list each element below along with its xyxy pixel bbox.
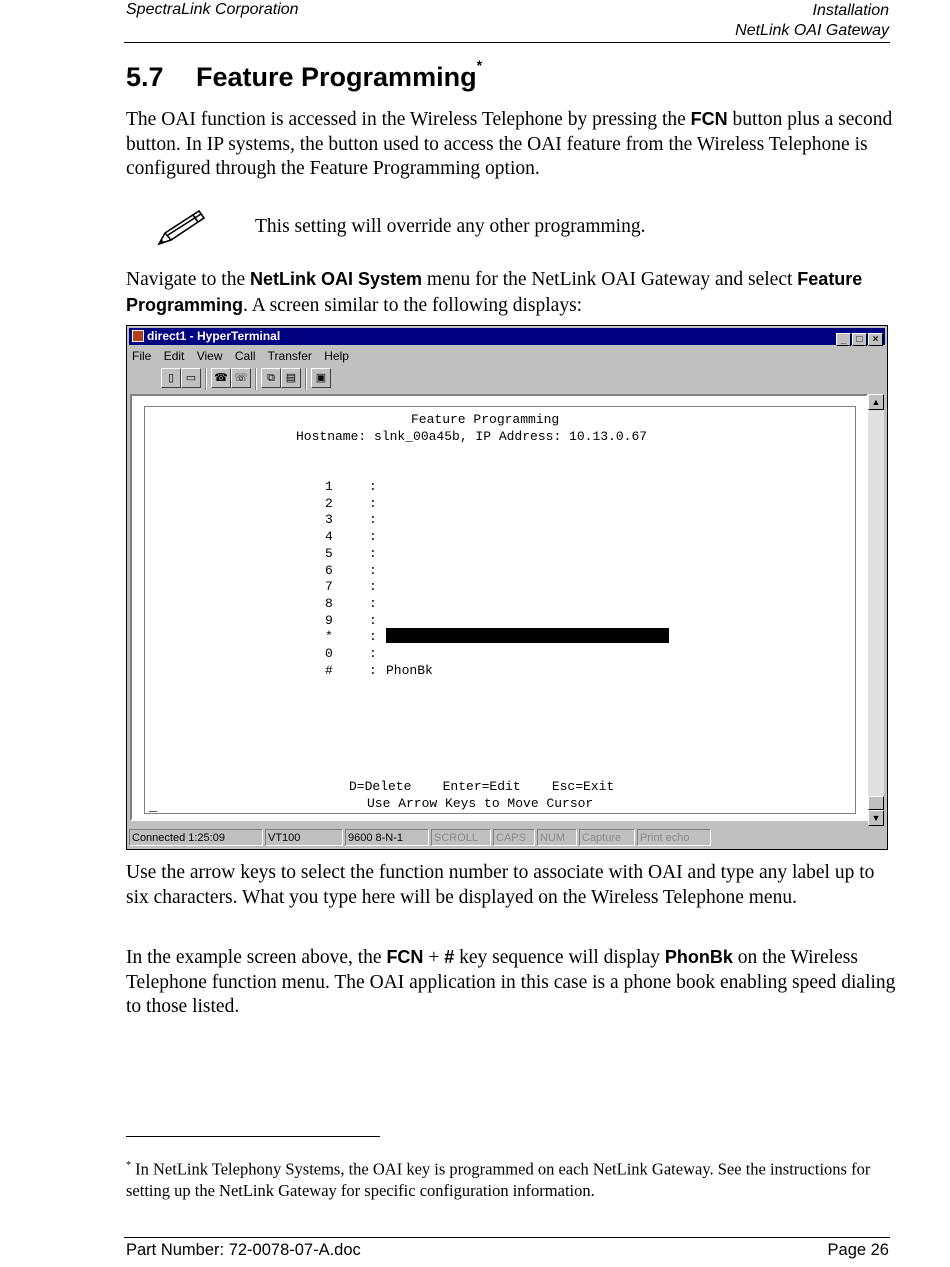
status-scroll: SCROLL	[431, 829, 491, 846]
explanation-paragraph: Use the arrow keys to select the function number to associate with OAI and type any label up to six characters. What you type here will be displayed on the Wireless Telephone menu.	[126, 862, 875, 908]
menu-transfer[interactable]: Transfer	[267, 349, 312, 363]
intro-text-2: button plus a second button. In IP systems, the button used to access the OAI feature from the Wireless Telephone is configured through the Feature Programming option.	[126, 109, 893, 179]
scroll-thumb[interactable]	[868, 796, 884, 810]
feature-key: 8	[325, 595, 333, 611]
footnote-mark: *	[126, 1160, 131, 1171]
nav-text-1: Navigate to the	[126, 269, 250, 290]
example-paragraph	[126, 945, 896, 1020]
footnote-rule	[126, 1136, 380, 1137]
terminal-hint-line: Use Arrow Keys to Move Cursor	[367, 796, 594, 811]
feature-key-separator: :	[369, 495, 377, 511]
window-title: direct1 - HyperTerminal	[147, 329, 281, 343]
feature-key-separator: :	[369, 562, 377, 578]
menu-help[interactable]: Help	[324, 349, 349, 363]
feature-key-separator: :	[369, 545, 377, 561]
terminal-command-line: D=Delete Enter=Edit Esc=Exit	[349, 779, 615, 794]
terminal-screen[interactable]	[144, 406, 856, 814]
header-company: SpectraLink Corporation	[126, 1, 299, 18]
nav-menu-bold: NetLink OAI System	[250, 269, 423, 289]
footer-rule	[124, 1237, 890, 1238]
terminal-cursor: _	[149, 799, 158, 815]
feature-key: 7	[325, 579, 333, 595]
feature-key: 6	[325, 562, 333, 578]
footnote	[126, 1155, 896, 1201]
example-text-4: on the Wireless Telephone function menu. The OAI application in this case is a phone book enabling speed dialing to those listed.	[126, 947, 896, 1017]
feature-key-separator: :	[369, 479, 377, 494]
feature-key-separator: :	[369, 595, 377, 611]
footer-part-number: Part Number: 72-0078-07-A.doc	[126, 1241, 361, 1259]
feature-key-separator: :	[369, 662, 377, 678]
status-print-echo: Print echo	[637, 829, 711, 846]
feature-key-separator: :	[369, 529, 377, 545]
status-port-settings: 9600 8-N-1	[345, 829, 429, 846]
vertical-scrollbar[interactable]	[868, 394, 884, 824]
feature-key-separator: :	[369, 646, 377, 661]
edit-cursor-highlight	[386, 628, 669, 643]
receive-icon[interactable]: ▤	[281, 368, 301, 388]
close-button[interactable]: ×	[868, 333, 883, 346]
open-icon[interactable]: ▭	[181, 368, 201, 388]
feature-key-label[interactable]: PhonBk	[386, 662, 433, 678]
toolbar-separator	[255, 368, 257, 390]
disconnect-icon[interactable]: ☏	[231, 368, 251, 388]
status-capture: Capture	[579, 829, 635, 846]
menu-view[interactable]: View	[196, 349, 223, 363]
nav-text-2: menu for the NetLink OAI Gateway and select	[422, 269, 798, 290]
nav-option-bold: Feature Programming	[126, 269, 863, 315]
scroll-up-button[interactable]: ▲	[868, 394, 884, 410]
terminal-title: Feature Programming	[411, 412, 560, 427]
hyperterminal-icon	[132, 330, 144, 342]
terminal-host-line: Hostname: slnk_00a45b, IP Address: 10.13.0.67	[296, 429, 648, 444]
status-emulation: VT100	[265, 829, 343, 846]
section-number: 5.7	[126, 62, 164, 92]
navigate-paragraph	[126, 267, 896, 318]
feature-key-separator: :	[369, 629, 377, 645]
feature-key-separator: :	[369, 579, 377, 595]
feature-key: 0	[325, 646, 333, 661]
minimize-button[interactable]: _	[836, 333, 851, 346]
connect-icon[interactable]: ☎	[211, 368, 231, 388]
status-bar	[129, 828, 885, 846]
footnote-text: In NetLink Telephony Systems, the OAI key is programmed on each NetLink Gateway. See the instructions for setting up the NetLink Gateway for specific configuration information.	[126, 1159, 871, 1200]
menu-call[interactable]: Call	[234, 349, 256, 363]
status-caps: CAPS	[493, 829, 535, 846]
section-title-text: Feature Programming	[196, 62, 477, 92]
header-rule	[124, 42, 890, 43]
feature-key: 4	[325, 529, 333, 545]
nav-text-3: . A screen similar to the following displays:	[243, 294, 583, 316]
feature-key: #	[325, 662, 333, 678]
pencil-icon	[155, 208, 207, 248]
toolbar-separator	[305, 368, 307, 390]
feature-key: *	[325, 629, 333, 645]
feature-key: 9	[325, 612, 333, 628]
intro-text-1: The OAI function is accessed in the Wireless Telephone by pressing the	[126, 109, 691, 130]
note-text: This setting will override any other programming.	[255, 216, 646, 237]
window-titlebar[interactable]	[129, 328, 885, 345]
feature-key: 2	[325, 495, 333, 511]
section-footnote-mark: *	[476, 57, 483, 73]
properties-icon[interactable]: ▣	[311, 368, 331, 388]
feature-key: 3	[325, 512, 333, 528]
header-product: NetLink OAI Gateway	[735, 22, 889, 39]
header-right	[735, 1, 889, 41]
example-fcn-bold: FCN	[386, 947, 424, 967]
feature-key: 1	[325, 479, 333, 494]
terminal-frame	[130, 394, 868, 821]
menu-edit[interactable]: Edit	[163, 349, 185, 363]
example-text-3: key sequence will display	[454, 947, 665, 968]
maximize-button[interactable]: □	[852, 333, 867, 346]
send-icon[interactable]: ⧉	[261, 368, 281, 388]
feature-key: 5	[325, 545, 333, 561]
footer-page-number: Page 26	[827, 1241, 889, 1259]
feature-key-separator: :	[369, 612, 377, 628]
header-chapter: Installation	[812, 2, 889, 19]
hyperterminal-window	[126, 325, 888, 850]
toolbar-separator	[205, 368, 207, 390]
menu-file[interactable]: File	[132, 349, 152, 363]
example-label-bold: PhonBk	[664, 947, 733, 967]
intro-paragraph	[126, 107, 896, 182]
status-connected: Connected 1:25:09	[129, 829, 263, 846]
scroll-down-button[interactable]: ▼	[868, 810, 884, 826]
example-text-1: In the example screen above, the	[126, 947, 387, 968]
new-icon[interactable]: ▯	[161, 368, 181, 388]
window-controls	[835, 330, 883, 347]
terminal-text	[145, 407, 855, 813]
menu-bar	[132, 347, 358, 365]
example-text-2: +	[423, 947, 445, 968]
example-hash-bold: #	[444, 947, 455, 967]
section-title	[126, 57, 483, 93]
status-num: NUM	[537, 829, 577, 846]
intro-fcn-bold: FCN	[690, 109, 728, 129]
feature-key-separator: :	[369, 512, 377, 528]
